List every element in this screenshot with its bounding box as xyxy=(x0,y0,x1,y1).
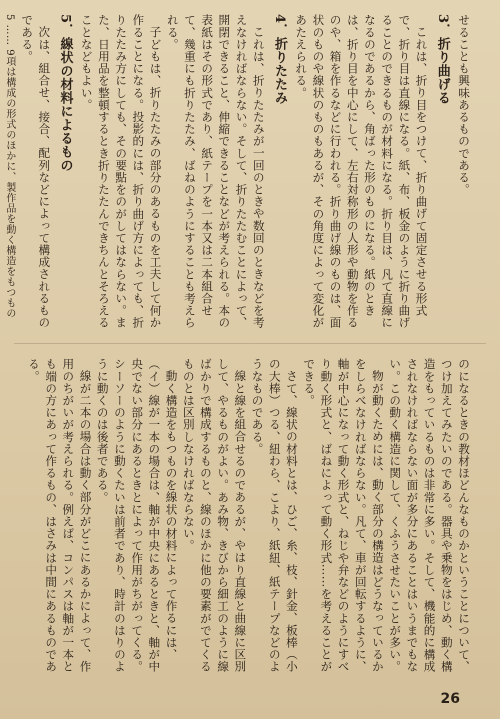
intro-line: せることも興味あるものである。 xyxy=(457,14,471,196)
paragraph-move-1: のになるときの教材ほどんなものかということについて、つけ加えてみたいのである。器具や乗物をはじめ、動く構造をもっているものは非常に多い。そして、機能的に構成されなければならない面が多分にあることはいうまでもない。この動く構造に関して、くふうさせたいことが多い。 xyxy=(388,358,471,673)
heading-linear-material: 5．線状の材料によるもの xyxy=(57,14,73,173)
paragraph-move-2: 物が動くためには、動く部分の構造はどうなっているかをしらべなければならない。凡て、車が回転するように、軸が中心になって動く形式と、ねじや弁などのようにすべり動く形式と、ばねによって動く形式……を考えることができる。 xyxy=(302,358,385,673)
heading-fold-tatami: 4．折りたたみ xyxy=(271,14,287,105)
paragraph-fold-tatami-2: 子どもは、折りたたみの部分のあるものを工夫して何か作ることになる。投影的には、折り曲げ方によっても、折りたたみ方にしても、その要點をのがしてはならない。また、日用品を整頓するとき折りたたんできちんとそろえることなどもよい。 xyxy=(79,14,163,329)
upper-text-block xyxy=(3,14,472,334)
footnote: 5 …… 9項は構成の形式のほかに、製作品を動く構造をもつもの xyxy=(3,14,15,319)
section-divider xyxy=(14,343,486,344)
lower-text-block xyxy=(10,358,472,680)
page-number: 26 xyxy=(440,691,460,707)
heading-fold: 3．折り曲げる xyxy=(434,14,450,105)
paragraph-move-6: 線が二本の場合は動く部分がどこにあるかによって、作用のちがいが考えられる。例えば、コンパスは軸が一本とも端の方にあって作るもの、はさみは中間にあるものである。 xyxy=(26,358,93,673)
paragraph-move-5: 動く構造をもつものを線状の材料によって作るには、（イ）線が一本の場合は、軸が中央にあるときと、軸が中央でない部分にあるときとによって作用がちがってくる。シーソーのように動くたいは前者であり、時計のはりのように動くのは後者である。 xyxy=(95,358,179,673)
paragraph-move-4: 線と線を組合せるのであるが、やはり直線と曲線に区別して、やるものがよい。あみ物、きびから細工のように線ばかりで構成するものと、線のほかに他の要素がでてくるものとは区別しなければならない。 xyxy=(181,358,248,673)
paragraph-fold: これは、折り目をつけて、折り曲げて固定させる形式で、折り目は直線になる。紙、布、板金のように折り曲げることのできるものが材料になる。折り目は、凡て直線になるのであるから、角ばった形のものになる。紙のときは、折り目を中心にして、左右対称形の人形や動物を作るのや、箱を作るなどに行われる。折り曲げ線のものは、面状のものや線状のものもあるが、その角度によって変化があたえられる。 xyxy=(294,14,429,329)
paragraph-linear-1: 次は、組合せ、接合、配列などによって構成されるものである。 xyxy=(20,14,52,329)
paragraph-move-3: さて、線状の材料とは、ひご、糸、枝、針金、板棒（小の大棒）つる、紐わら、こより、紙紐、紙テープなどのようなものである。 xyxy=(250,358,299,673)
paragraph-fold-tatami-1: これは、折りたたみが一回のときや数回のときなどを考えなければならない。そして、折りたたむことによって、開閉できること、伸縮できることなどが考えられる。本の表紙はその形式であり、紙テープを一本又は二本組合せて、幾重にも折りたたみ、ばねのようにすることも考えられる。 xyxy=(165,14,266,329)
